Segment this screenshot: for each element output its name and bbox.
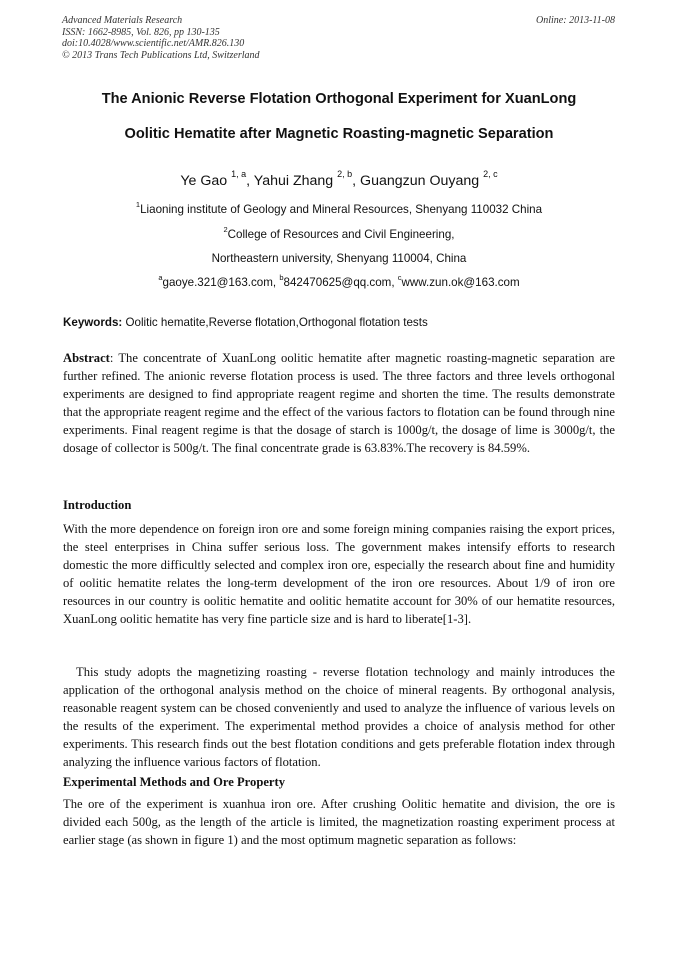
keywords-text: Oolitic hematite,Reverse flotation,Orthogonal flotation tests bbox=[122, 316, 428, 329]
affiliation-mark: 1 bbox=[135, 200, 141, 209]
author-affiliation-mark: 2, c bbox=[483, 169, 498, 179]
author-list bbox=[40, 169, 638, 189]
copyright-line: © 2013 Trans Tech Publications Ltd, Switzerland bbox=[62, 49, 260, 61]
doi-line: doi:10.4028/www.scientific.net/AMR.826.130 bbox=[62, 38, 245, 49]
author-affiliation-mark: 2, b bbox=[337, 169, 353, 179]
keywords bbox=[63, 316, 428, 329]
author-emails bbox=[40, 273, 638, 289]
email-mark: b bbox=[279, 273, 284, 282]
abstract bbox=[63, 350, 615, 457]
email-link[interactable]: 842470625@qq.com bbox=[283, 276, 392, 289]
journal-name: Advanced Materials Research bbox=[62, 15, 183, 26]
journal-header bbox=[62, 15, 260, 61]
abstract-label: Abstract bbox=[63, 351, 110, 365]
issn-line: ISSN: 1662-8985, Vol. 826, pp 130-135 bbox=[62, 26, 220, 38]
email-link[interactable]: gaoye.321@163.com bbox=[162, 276, 273, 289]
methods-paragraph-1: The ore of the experiment is xuanhua iron ore. After crushing Oolitic hematite and division, the ore is divided each 500g, as the length of the article is limited, the magnetization roasting experiment process at earlier stage (as shown in figure 1) and the most optimum magnetic separation as follows: bbox=[63, 797, 615, 847]
introduction-paragraph-1: With the more dependence on foreign iron ore and some foreign mining companies raising the export prices, the steel enterprises in China suffer serious loss. The government makes intensify efforts to research domestic the more difficultly selected and complex iron ore, especially the research about fine and humidity of oolitic hematite relates the long-term development of the iron ore resources. About 1/9 of iron ore resources in our country is oolitic hematite and oolitic hematite account for 30% of our hematite resources, XuanLong oolitic hematite has very fine particle size and is hard to liberate[1-3]. bbox=[63, 522, 615, 626]
affiliation-2 bbox=[40, 225, 638, 241]
author-separator: , bbox=[246, 173, 254, 189]
author-name: Ye Gao bbox=[180, 173, 228, 189]
keywords-label: Keywords: bbox=[63, 316, 123, 329]
email-mark: c bbox=[397, 273, 402, 282]
email-separator: , bbox=[272, 276, 280, 289]
email-link[interactable]: www.zun.ok@163.com bbox=[401, 276, 520, 289]
author-name: Guangzun Ouyang bbox=[360, 173, 480, 189]
email-mark: a bbox=[158, 273, 163, 282]
affiliation-text: Liaoning institute of Geology and Mineral Resources, Shenyang 110032 China bbox=[140, 203, 543, 216]
introduction-heading: Introduction bbox=[63, 498, 132, 512]
affiliation-text: College of Resources and Civil Engineering, bbox=[227, 228, 455, 241]
online-date: Online: 2013-11-08 bbox=[536, 15, 615, 26]
affiliation-1 bbox=[40, 200, 638, 216]
author-affiliation-mark: 1, a bbox=[231, 169, 247, 179]
author-name: Yahui Zhang bbox=[253, 173, 334, 189]
introduction-paragraph-2: This study adopts the magnetizing roasting - reverse flotation technology and mainly introduces the application of the orthogonal analysis method on the choice of mineral reagents. By orthogonal analysis, reasonable reagent system can be chosed conveniently and used to analyze the influence of various levels on the results of the experiment. The experimental method provides a choice of analysis method for other experiments. This research finds out the best flotation conditions and gets preferable flotation index through analyzing the influence various factors of flotation. bbox=[63, 665, 615, 769]
paper-title-line-2: Oolitic Hematite after Magnetic Roasting-magnetic Separation bbox=[124, 126, 554, 142]
abstract-text: : The concentrate of XuanLong oolitic hematite after magnetic roasting-magnetic separation are further refined. The anionic reverse flotation process is used. The three factors and three levels orthogonal experiments are designed to find appropriate reagent regime and shorten the time. The results demonstrate that the appropriate reagent regime and the effect of the various factors to flotation can be found through nine experiments. Final reagent regime is that the dosage of starch is 1000g/t, the dosage of lime is 3000g/t, the dosage of collector is 500g/t. The final concentrate grade is 63.83%.The recovery is 84.59%. bbox=[63, 351, 615, 455]
affiliation-2-continued: Northeastern university, Shenyang 110004, China bbox=[211, 252, 467, 265]
affiliation-mark: 2 bbox=[223, 225, 228, 234]
methods-heading: Experimental Methods and Ore Property bbox=[63, 775, 286, 789]
paper-title-line-1: The Anionic Reverse Flotation Orthogonal Experiment for XuanLong bbox=[101, 91, 577, 107]
email-separator: , bbox=[391, 276, 398, 289]
author-separator: , bbox=[352, 173, 361, 189]
